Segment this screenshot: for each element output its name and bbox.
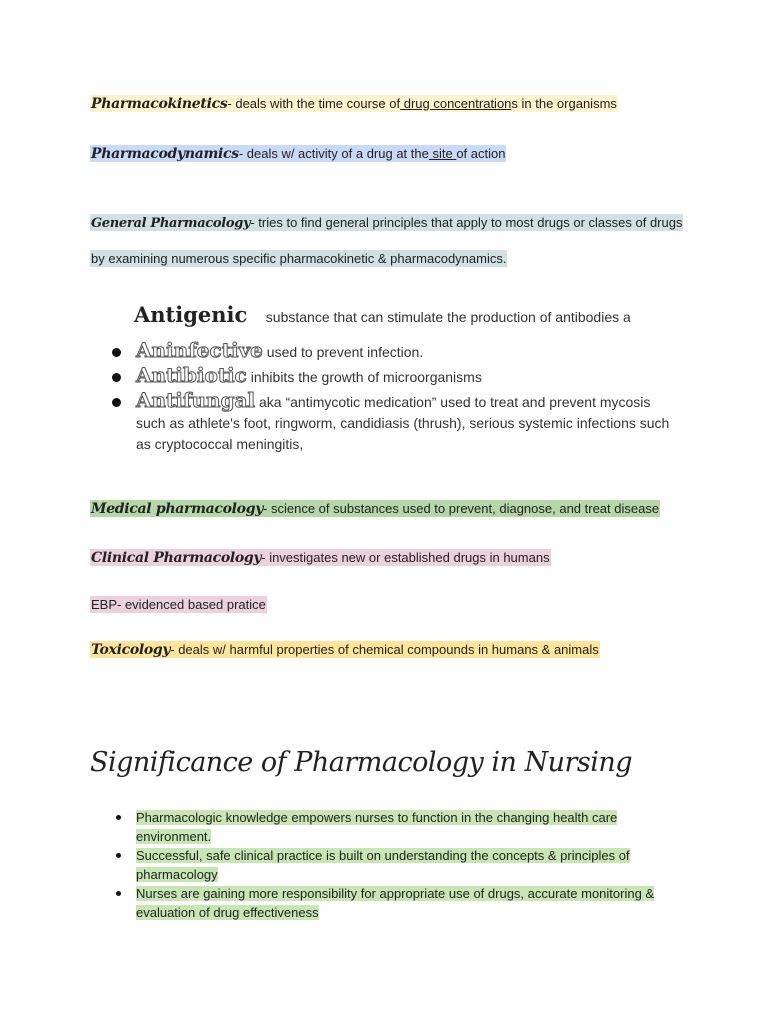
pharmacodynamics-text: - deals w/ activity of a drug at the	[238, 146, 429, 161]
toxicology-definition	[90, 641, 600, 659]
pharmacodynamics-term: Pharmacodynamics	[91, 146, 239, 162]
bullet-icon	[116, 815, 121, 820]
antifungal-text: aka “antimycotic medication” used to treat and prevent mycosis such as athlete's foot, ringworm, candidiasis (thrush), serious systemic infections such as cryptococcal meningitis,	[136, 394, 670, 452]
antifungal-term: Antifungal	[136, 388, 256, 412]
aninfective-text: used to prevent infection.	[266, 344, 424, 360]
drug-concentration-underline: drug concentration	[400, 96, 512, 111]
ebp-text: EBP- evidenced based pratice	[91, 597, 266, 612]
significance-list	[112, 808, 672, 922]
general-pharmacology-term: General Pharmacology	[91, 216, 251, 231]
general-pharmacology-text: - tries to find general principles that apply to most drugs or classes of drugs	[250, 215, 683, 230]
antibiotic-term: Antibiotic	[136, 363, 247, 387]
pharmacokinetics-definition	[90, 95, 618, 113]
medical-pharmacology-highlight	[90, 500, 660, 517]
medical-pharmacology-term: Medical pharmacology	[91, 501, 264, 517]
bullet-icon	[116, 891, 121, 896]
aninfective-term: Aninfective	[136, 338, 263, 362]
clinical-pharmacology-highlight	[90, 549, 551, 566]
pharmacokinetics-text: - deals with the time course of	[227, 96, 401, 111]
pharmacokinetics-term: Pharmacokinetics	[91, 96, 228, 112]
bullet-icon	[112, 373, 121, 382]
toxicology-term: Toxicology	[91, 642, 171, 658]
pharmacodynamics-highlight	[90, 145, 506, 162]
general-pharmacology-line2	[90, 250, 507, 268]
significance-item-text: Successful, safe clinical practice is built on understanding the concepts & principles of pharmacology	[136, 848, 630, 882]
bullet-icon	[112, 348, 121, 357]
medical-pharmacology-definition	[90, 500, 660, 518]
clinical-pharmacology-definition	[90, 549, 551, 567]
significance-heading: Significance of Pharmacology in Nursing	[90, 747, 633, 778]
list-item	[112, 808, 672, 846]
significance-item-text: Pharmacologic knowledge empowers nurses to function in the changing health care environment.	[136, 810, 618, 844]
bullet-icon	[112, 398, 121, 407]
antigenic-text: substance that can stimulate the production of antibodies a	[265, 309, 631, 325]
site-underline: site	[428, 146, 457, 161]
clinical-pharmacology-term: Clinical Pharmacology	[91, 550, 262, 566]
bullet-icon	[116, 853, 121, 858]
general-pharmacology-highlight	[90, 214, 683, 231]
list-item-antibiotic	[112, 365, 682, 388]
clinical-pharmacology-text: - investigates new or established drugs in humans	[261, 550, 550, 565]
toxicology-highlight	[90, 641, 600, 658]
significance-item-text: Nurses are gaining more responsibility for appropriate use of drugs, accurate monitoring & evaluation of drug effectiveness	[136, 886, 655, 920]
pharmacokinetics-text-end: s in the organisms	[511, 96, 617, 111]
pharmacodynamics-text-end: of action	[456, 146, 506, 161]
drug-term-list	[112, 340, 682, 463]
ebp-definition	[90, 596, 267, 614]
toxicology-text: - deals w/ harmful properties of chemical compounds in humans & animals	[170, 642, 599, 657]
general-pharmacology-highlight-2: by examining numerous specific pharmacokinetic & pharmacodynamics.	[91, 251, 507, 266]
list-item	[112, 884, 672, 922]
antigenic-term: Antigenic	[134, 302, 248, 327]
antigenic-definition	[134, 302, 631, 327]
list-item	[112, 846, 672, 884]
list-item-aninfective	[112, 340, 682, 363]
pharmacodynamics-definition	[90, 145, 506, 163]
list-item-antifungal	[112, 390, 682, 455]
pharmacokinetics-highlight	[90, 95, 618, 112]
antibiotic-text: inhibits the growth of microorganisms	[250, 369, 482, 385]
general-pharmacology-definition	[90, 214, 683, 233]
medical-pharmacology-text: - science of substances used to prevent, diagnose, and treat disease	[263, 501, 660, 516]
